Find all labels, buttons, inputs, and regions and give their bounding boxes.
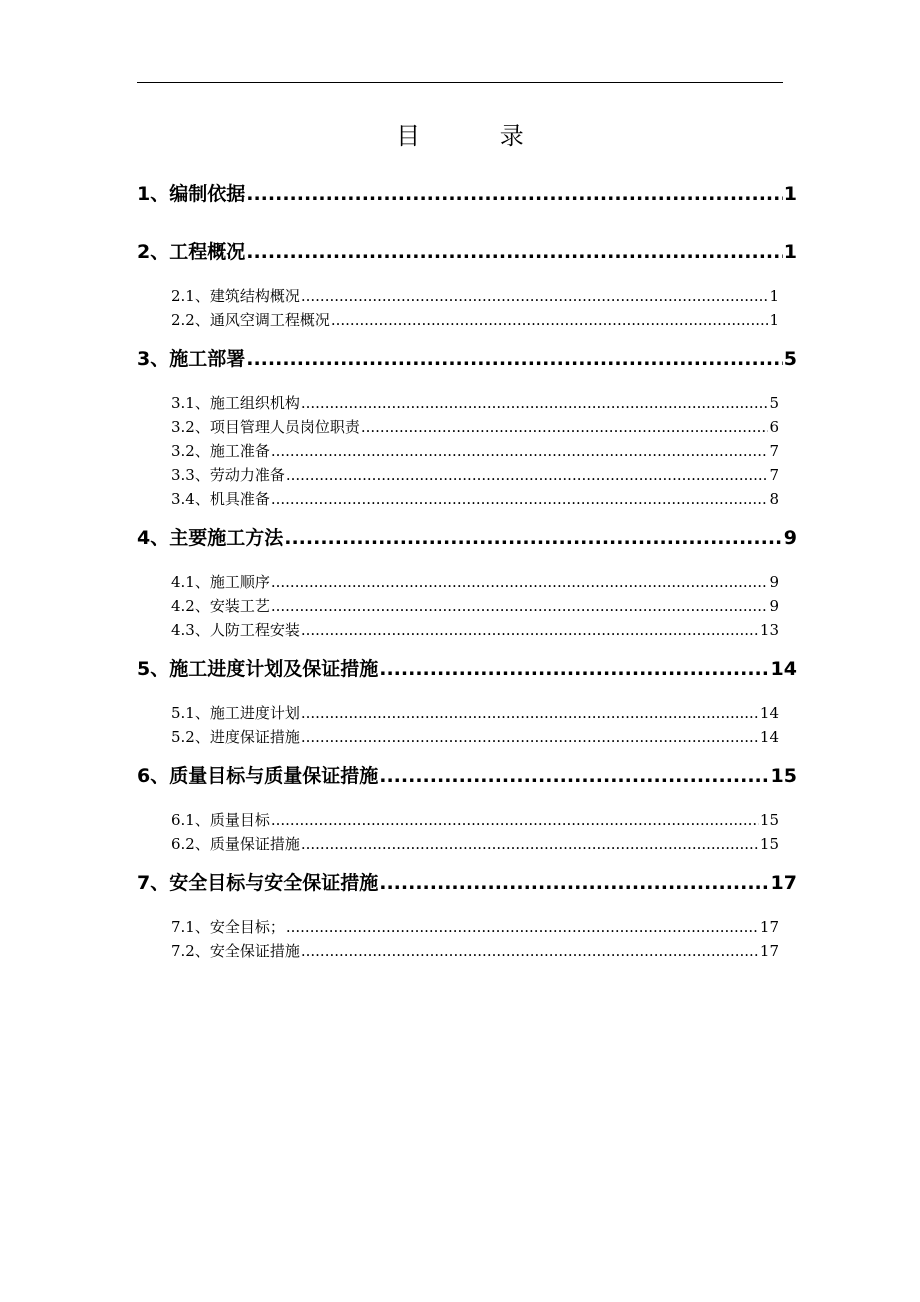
- dot-leader: [271, 487, 769, 511]
- dot-leader: [286, 463, 769, 487]
- toc-entry-label: 6.1、质量目标: [171, 811, 270, 829]
- dot-leader: [271, 808, 759, 832]
- toc-title: 目 录: [396, 122, 560, 150]
- dot-leader: [246, 234, 783, 270]
- toc-entry-level1[interactable]: [137, 865, 797, 901]
- toc-page-number: 9: [783, 527, 797, 549]
- toc-page-number: 9: [769, 573, 779, 591]
- toc-entry-level2[interactable]: [171, 915, 779, 939]
- toc-entry-label: 5.2、进度保证措施: [171, 728, 300, 746]
- toc-section: [137, 234, 797, 341]
- toc-entry-label: 1、编制依据: [137, 183, 246, 205]
- dot-leader: [301, 284, 769, 308]
- toc-subentries: [137, 377, 797, 520]
- dot-leader: [286, 915, 759, 939]
- toc-entry-level1[interactable]: [137, 176, 797, 212]
- toc-entry-label: 7.1、安全目标；: [171, 918, 285, 936]
- toc-entry-level2[interactable]: [171, 439, 779, 463]
- dot-leader: [331, 308, 769, 332]
- toc-page-number: 1: [769, 287, 779, 305]
- toc-subentries: [137, 794, 797, 865]
- dot-leader: [301, 391, 769, 415]
- toc-entry-label: 7.2、安全保证措施: [171, 942, 300, 960]
- toc-entry-label: 6.2、质量保证措施: [171, 835, 300, 853]
- toc-entry-level2[interactable]: [171, 808, 779, 832]
- toc-page-number: 7: [769, 442, 779, 460]
- toc-entry-level2[interactable]: [171, 415, 779, 439]
- toc-entry-label: 2、工程概况: [137, 241, 246, 263]
- toc-page-number: 17: [770, 872, 797, 894]
- toc-entry-label: 4、主要施工方法: [137, 527, 284, 549]
- dot-leader: [301, 618, 759, 642]
- toc-entry-level1[interactable]: [137, 341, 797, 377]
- dot-leader: [246, 341, 783, 377]
- toc-subentries: [137, 556, 797, 651]
- toc-entry-label: 3.1、施工组织机构: [171, 394, 300, 412]
- toc-entry-label: 2.1、建筑结构概况: [171, 287, 300, 305]
- toc-entry-label: 3.4、机具准备: [171, 490, 270, 508]
- toc-entry-level1[interactable]: [137, 651, 797, 687]
- toc-entry-label: 2.2、通风空调工程概况: [171, 311, 330, 329]
- toc-entry-label: 7、安全目标与安全保证措施: [137, 872, 379, 894]
- toc-page-number: 14: [759, 704, 779, 722]
- dot-leader: [301, 701, 759, 725]
- toc-entry-level2[interactable]: [171, 701, 779, 725]
- toc-entry-label: 3.3、劳动力准备: [171, 466, 285, 484]
- toc-entry-label: 3.2、施工准备: [171, 442, 270, 460]
- toc-page-number: 14: [759, 728, 779, 746]
- dot-leader: [271, 570, 769, 594]
- dot-leader: [379, 758, 769, 794]
- toc-entry-level2[interactable]: [171, 725, 779, 749]
- toc-page-number: 8: [769, 490, 779, 508]
- toc-entry-level2[interactable]: [171, 939, 779, 963]
- toc-page-number: 9: [769, 597, 779, 615]
- toc-subentries: [137, 687, 797, 758]
- toc-entry-level2[interactable]: [171, 570, 779, 594]
- toc-entry-level1[interactable]: [137, 234, 797, 270]
- dot-leader: [361, 415, 769, 439]
- dot-leader: [301, 725, 759, 749]
- toc-subentries: [137, 270, 797, 341]
- toc-section: [137, 865, 797, 972]
- toc-page-number: 13: [759, 621, 779, 639]
- toc-entry-level1[interactable]: [137, 758, 797, 794]
- toc-page-number: 17: [759, 942, 779, 960]
- dot-leader: [301, 832, 759, 856]
- toc-page-number: 1: [783, 183, 797, 205]
- toc-section: [137, 651, 797, 758]
- toc-page-number: 1: [783, 241, 797, 263]
- toc-page-number: 14: [770, 658, 797, 680]
- toc-page-number: 7: [769, 466, 779, 484]
- toc-section: [137, 176, 797, 234]
- toc-entry-level1[interactable]: [137, 520, 797, 556]
- toc-entry-label: 6、质量目标与质量保证措施: [137, 765, 379, 787]
- toc-entry-label: 5.1、施工进度计划: [171, 704, 300, 722]
- toc-section: [137, 520, 797, 651]
- dot-leader: [379, 865, 769, 901]
- toc-page-number: 15: [759, 811, 779, 829]
- toc-entry-level2[interactable]: [171, 594, 779, 618]
- toc-section: [137, 341, 797, 520]
- toc-page-number: 5: [783, 348, 797, 370]
- toc-entry-level2[interactable]: [171, 487, 779, 511]
- toc-entry-level2[interactable]: [171, 618, 779, 642]
- dot-leader: [271, 439, 769, 463]
- toc-section: [137, 758, 797, 865]
- toc-page-number: 15: [770, 765, 797, 787]
- toc-page-number: 15: [759, 835, 779, 853]
- toc-entry-level2[interactable]: [171, 308, 779, 332]
- dot-leader: [301, 939, 759, 963]
- toc-page-number: 5: [769, 394, 779, 412]
- toc-entry-label: 3.2、项目管理人员岗位职责: [171, 418, 360, 436]
- dot-leader: [284, 520, 783, 556]
- header-rule: [137, 82, 783, 83]
- toc-entry-label: 3、施工部署: [137, 348, 246, 370]
- toc-page-number: 6: [769, 418, 779, 436]
- toc-entry-label: 4.1、施工顺序: [171, 573, 270, 591]
- table-of-contents: [137, 176, 797, 972]
- toc-subentries: [137, 901, 797, 972]
- toc-entry-level2[interactable]: [171, 832, 779, 856]
- dot-leader: [379, 651, 769, 687]
- toc-page-number: 1: [769, 311, 779, 329]
- dot-leader: [271, 594, 769, 618]
- dot-leader: [246, 176, 783, 212]
- toc-entry-level2[interactable]: [171, 463, 779, 487]
- toc-page-number: 17: [759, 918, 779, 936]
- toc-entry-level2[interactable]: [171, 391, 779, 415]
- toc-entry-label: 4.2、安装工艺: [171, 597, 270, 615]
- toc-entry-level2[interactable]: [171, 284, 779, 308]
- toc-entry-label: 5、施工进度计划及保证措施: [137, 658, 379, 680]
- toc-entry-label: 4.3、人防工程安装: [171, 621, 300, 639]
